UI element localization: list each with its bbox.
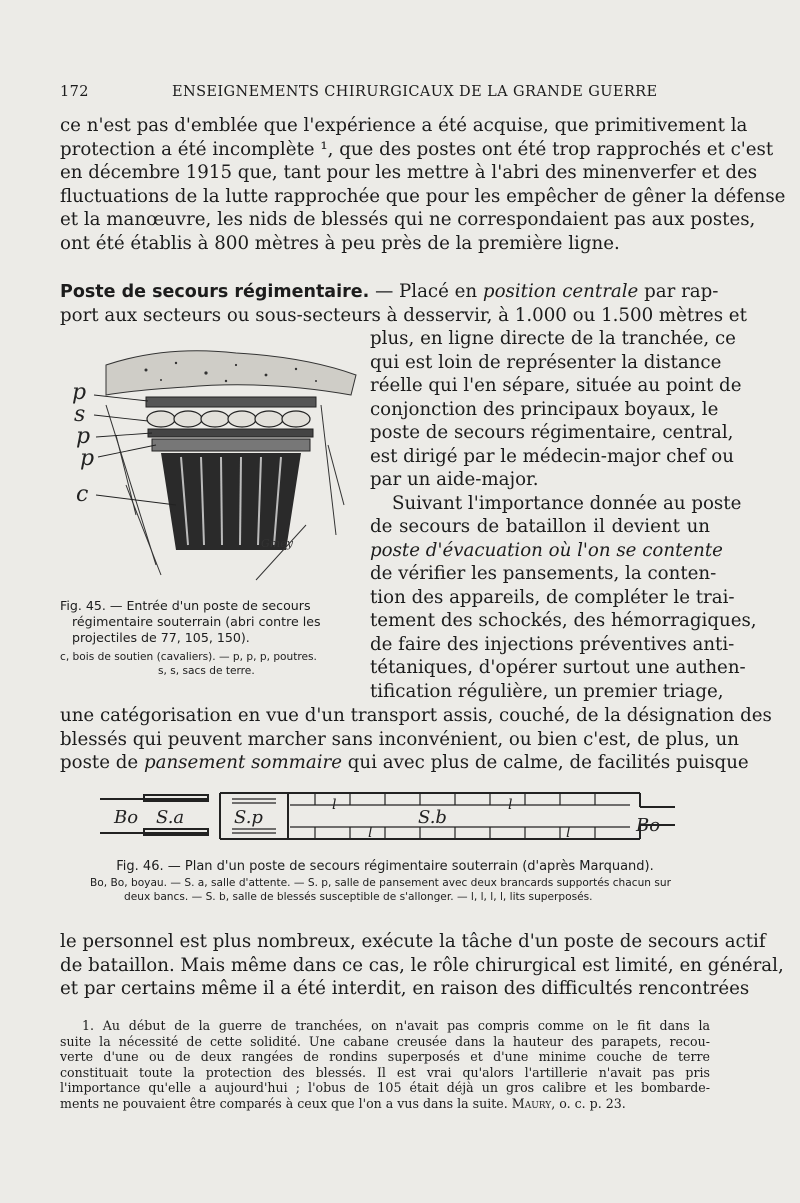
text-line: tétaniques, d'opérer surtout une authen- <box>370 657 746 678</box>
shelter-plan-drawing <box>100 785 675 847</box>
plan-label-lit: l <box>508 797 513 813</box>
plan-label-lit: l <box>368 825 373 841</box>
legend-line: Bo, Bo, boyau. — S. a, salle d'attente. — S. p, salle de pansement avec deux brancards supportés chacun sur <box>90 877 671 889</box>
plan-label-lit: l <box>566 825 571 841</box>
figure-45-caption <box>60 598 360 678</box>
plan-label-boyau: Bo <box>636 815 661 836</box>
plan-label-salle-blesses: S.b <box>418 807 447 828</box>
text-span: — Placé en <box>369 281 483 302</box>
text-line <box>60 751 749 775</box>
text-line: port aux secteurs ou sous-secteurs à desservir, à 1.000 ou 1.500 mètres et <box>60 304 747 326</box>
text-line: ce n'est pas d'emblée que l'expérience a été acquise, que primitivement la <box>60 115 748 136</box>
text-line: protection a été incomplète ¹, que des postes ont été trop rapprochés et c'est <box>60 138 774 160</box>
caption-line: projectiles de 77, 105, 150). <box>72 630 250 645</box>
plan-label-lit: l <box>332 797 337 813</box>
text-span: poste de <box>60 752 144 773</box>
running-title: ENSEIGNEMENTS CHIRURGICAUX DE LA GRANDE GUERRE <box>172 84 658 100</box>
figure-46-caption <box>60 858 710 904</box>
legend-line: deux bancs. — S. b, salle de blessés susceptible de s'allonger. — l, l, l, l, lits superposés. <box>124 891 593 903</box>
text-line: tement des schockés, des hémorragiques, <box>370 610 757 631</box>
text-line: tification régulière, un premier triage, <box>370 680 724 702</box>
figure-label: s <box>74 402 86 427</box>
italic-span: position centrale <box>482 281 639 302</box>
section-heading: Poste de secours régimentaire. <box>60 282 370 302</box>
text-line: est dirigé par le médecin-major chef ou <box>370 445 734 467</box>
text-line: de secours de bataillon il devient un <box>370 516 710 537</box>
page-header <box>60 84 710 106</box>
text-line <box>370 539 723 563</box>
text-line: tion des appareils, de compléter le trai- <box>370 586 735 608</box>
italic-span: poste <box>370 539 420 561</box>
text-line: conjonction des principaux boyaux, le <box>370 398 719 420</box>
plan-label-boyau: Bo <box>114 807 139 828</box>
text-column <box>370 327 757 703</box>
footnote-line: constituait toute la protection des blessés. Il est vrai qu'alors l'artillerie n'avait pas pris <box>60 1064 710 1080</box>
paragraph-3 <box>60 930 784 1001</box>
text-line <box>60 280 719 304</box>
plan-label-salle-pansement: S.p <box>234 807 263 828</box>
text-line: plus, en ligne directe de la tranchée, ce <box>370 328 736 349</box>
artist-signature: Gmey <box>261 537 293 550</box>
footnote-line: verte d'une ou de deux rangées de rondins superposés et d'une minime couche de terre <box>60 1049 710 1064</box>
figure-45-illustration <box>66 335 366 595</box>
legend-line: c, bois de soutien (cavaliers). — p, p, p, poutres. <box>60 651 317 663</box>
paragraph-2-continuation <box>60 704 772 775</box>
text-line: et par certains même il a été interdit, en raison des difficultés rencontrées <box>60 978 750 999</box>
text-line: ont été établis à 800 mètres à peu près de la première ligne. <box>60 232 620 254</box>
figure-46-plan <box>100 785 675 847</box>
text-line: fluctuations de la lutte rapprochée que pour les empêcher de gêner la défense <box>60 185 786 207</box>
figure-label: p <box>76 424 91 449</box>
figure-label: p <box>80 446 95 471</box>
italic-span: pansement sommaire <box>143 752 342 773</box>
italic-span: d'évacuation où l'on se contente <box>425 539 723 561</box>
text-line: poste de secours régimentaire, central, <box>370 422 734 443</box>
footnote-author: Maury <box>511 1095 552 1111</box>
page-number: 172 <box>60 84 89 100</box>
figure-label: p <box>72 380 87 405</box>
footnote-line: 1. Au début de la guerre de tranchées, on n'avait pas compris comme on le fit dans la <box>82 1018 710 1033</box>
footnote-line: suite la nécessité de cette solidité. Une cabane creusée dans la hauteur des parapets, recou- <box>60 1033 710 1049</box>
caption-line: régimentaire souterrain (abri contre les <box>72 614 321 629</box>
text-line: le personnel est plus nombreux, exécute la tâche d'un poste de secours actif <box>60 931 766 952</box>
text-line: blessés qui peuvent marcher sans inconvénient, ou bien c'est, de plus, un <box>60 728 739 750</box>
text-line: qui est loin de représenter la distance <box>370 351 722 373</box>
text-span: , o. c. p. 23. <box>551 1095 626 1111</box>
footnote-line <box>60 1096 710 1112</box>
footnote <box>60 1018 710 1111</box>
shelter-entrance-drawing <box>66 335 366 595</box>
text-line: de vérifier les pansements, la conten- <box>370 563 717 584</box>
paragraph-1 <box>60 114 786 255</box>
footnote-line: l'importance qu'elle a aujourd'hui ; l'obus de 105 était déjà un gros calibre et les bombarde- <box>60 1080 710 1095</box>
text-line: réelle qui l'en sépare, située au point de <box>370 375 742 396</box>
text-line: Suivant l'importance donnée au poste <box>392 492 742 514</box>
section-start <box>60 280 747 327</box>
text-line: de faire des injections préventives anti- <box>370 633 735 655</box>
plan-label-salle-attente: S.a <box>156 807 185 828</box>
caption-title: Fig. 46. — Plan d'un poste de secours régimentaire souterrain (d'après Marquand). <box>116 859 654 874</box>
text-line: par un aide-major. <box>370 469 539 490</box>
legend-line: s, s, sacs de terre. <box>158 665 255 677</box>
text-line: en décembre 1915 que, tant pour les mettre à l'abri des minenverfer et des <box>60 162 758 183</box>
text-line: de bataillon. Mais même dans ce cas, le rôle chirurgical est limité, en général, <box>60 954 784 976</box>
text-line: et la manœuvre, les nids de blessés qui ne correspondaient pas aux postes, <box>60 209 756 230</box>
figure-label: c <box>76 482 89 507</box>
text-span: ments ne pouvaient être comparés à ceux que l'on a vus dans la suite. <box>60 1095 508 1111</box>
text-span: par rap- <box>638 281 719 302</box>
caption-line: Fig. 45. — Entrée d'un poste de secours <box>60 598 311 613</box>
text-line: une catégorisation en vue d'un transport assis, couché, de la désignation des <box>60 705 772 726</box>
text-span: qui avec plus de calme, de facilités puisque <box>341 752 749 773</box>
